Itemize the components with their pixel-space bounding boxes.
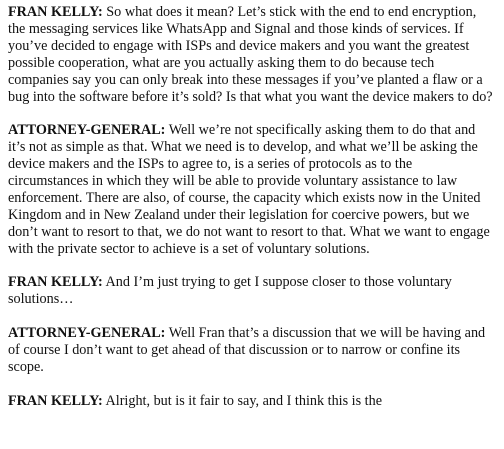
paragraph-text: Well Fran that’s a discussion that we will be having and of course I don’t want to get ahead of that discussion or to narrow or confine its scope. <box>8 325 486 375</box>
transcript-paragraph-2 <box>8 122 496 257</box>
speaker-label: FRAN KELLY: <box>8 392 103 409</box>
transcript-paragraph-5 <box>8 393 496 410</box>
paragraph-text: Well we’re not specifically asking them to do that and it’s not as simple as that. What we need is to develop, and what we’ll be asking the device makers and the ISPs to agree to, is a series of protocols as to the circumstances in which they will be able to provide voluntary assistance to law enforcement. There are also, of course, the capacity which exists now in the United Kingdom and in New Zealand under their legislation for coercive powers, but we don’t want to resort to that, we do not want to resort to that. What we want to engage with the private sector to achieve is a set of voluntary solutions. <box>8 122 490 257</box>
paragraph-text: And I’m just trying to get I suppose closer to those voluntary solutions… <box>8 274 452 308</box>
speaker-label: ATTORNEY-GENERAL: <box>8 122 166 139</box>
transcript-paragraph-1 <box>8 4 496 105</box>
transcript-document <box>8 4 496 427</box>
paragraph-text: Alright, but is it fair to say, and I think this is the <box>102 392 383 409</box>
speaker-label: FRAN KELLY: <box>8 4 103 20</box>
speaker-label: ATTORNEY-GENERAL: <box>8 325 166 342</box>
transcript-paragraph-3 <box>8 274 496 308</box>
speaker-label: FRAN KELLY: <box>8 274 103 291</box>
transcript-paragraph-4 <box>8 325 496 376</box>
paragraph-text: So what does it mean? Let’s stick with the end to end encryption, the messaging services like WhatsApp and Signal and those kinds of services. If you’ve decided to engage with ISPs and device makers and you want the greatest possible cooperation, what are you actually asking them to do because tech companies say you can only break into these messages if you’ve planted a flaw or a bug into the software before it’s sold? Is that what you want the device makers to do? <box>8 4 493 105</box>
